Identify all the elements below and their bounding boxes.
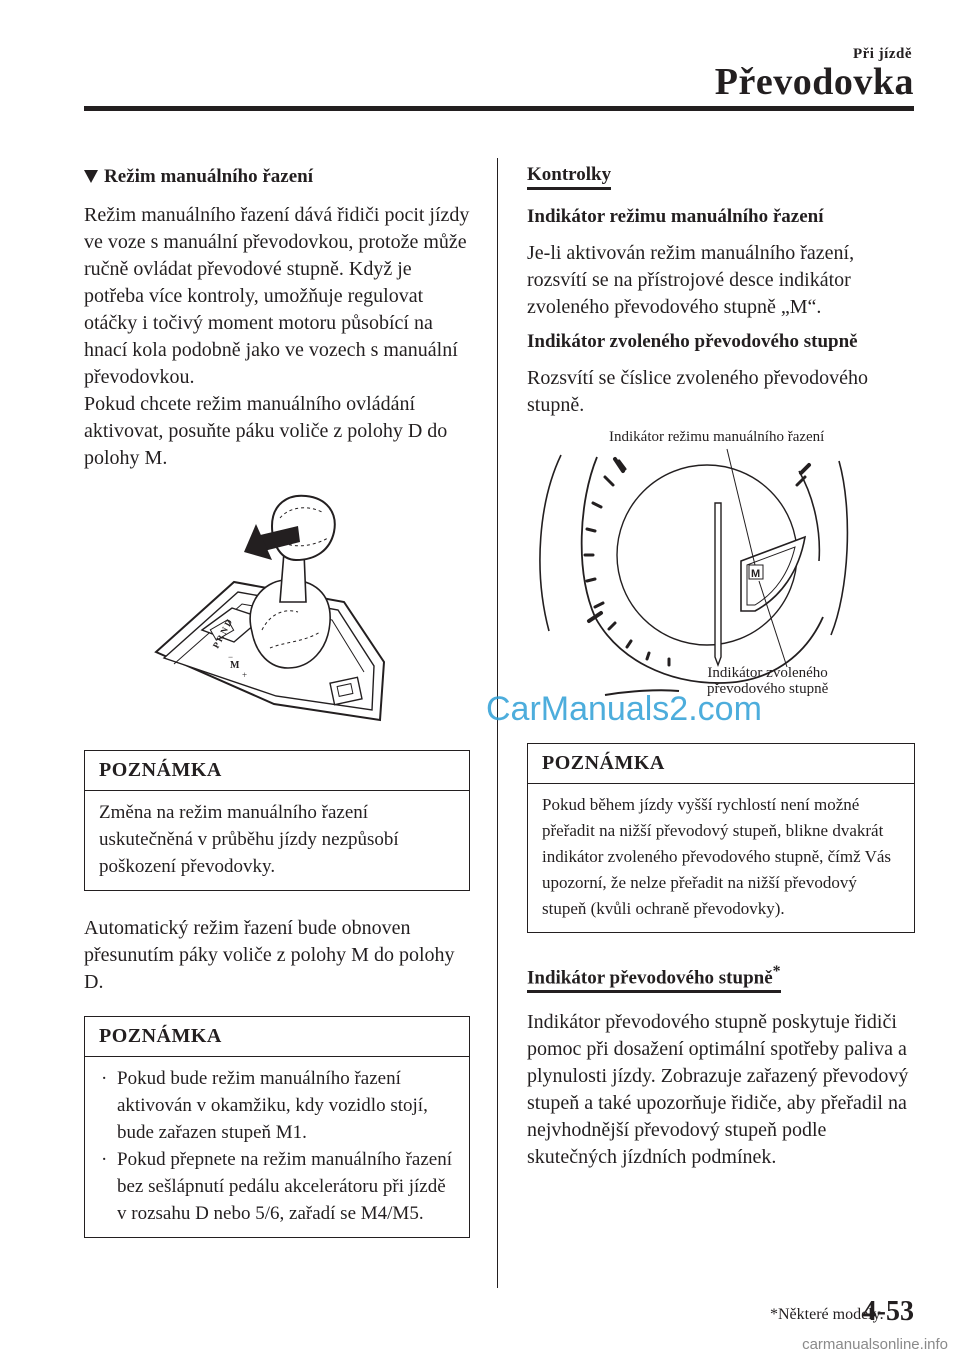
left-column [84,164,470,1262]
gear-letter-m: M [230,660,240,671]
watermark-text: CarManuals2.com [486,690,762,728]
subheading-manual-mode-indicator: Indikátor režimu manuálního řazení [527,206,824,227]
label-selected-gear-line1: Indikátor zvoleného [707,665,828,681]
paragraph-selected-gear: Rozsvítí se číslice zvoleného převodového stupně. [527,367,869,416]
paragraph-auto-restore: Automatický režim řazení bude obnoven přesunutím páky voliče z polohy M do polohy D. [84,917,455,993]
instrument-cluster-illustration [509,421,897,721]
note-title: POZNÁMKA [528,744,914,784]
gear-letter-plus: + [242,670,248,680]
note-box-3 [527,743,915,933]
shift-lever-figure [84,482,470,732]
header-subtitle: Při jízdě [852,46,912,62]
header-rule [84,106,914,111]
note-bullet-text: Pokud přepnete na režim manuálního řazení bez sešlápnutí pedálu akcelerátoru při jízdě v rozsahu D nebo 5/6, zařadí se M4/M5. [117,1149,453,1224]
paragraph-activate: Pokud chcete režim manuálního ovládání aktivovat, posuňte páku voliče z polohy D do polohy M. [84,393,448,469]
bullet-dot: · [101,1068,108,1089]
subheading-selected-gear-indicator: Indikátor zvoleného převodového stupně [527,331,858,352]
note-box-2 [84,1016,470,1238]
section-heading-indicators: Kontrolky [527,164,611,190]
page-title: Převodovka [714,61,914,103]
note-body: Změna na režim manuálního řazení uskutečněná v průběhu jízdy nezpůsobí poškození převodovky. [99,802,399,877]
note-bullet-item [99,1146,455,1227]
note-title: POZNÁMKA [85,1017,469,1057]
footnote: *Některé modely. [770,1306,884,1323]
gear-letters: P R N D [210,617,235,650]
label-selected-gear-line2: převodového stupně [707,681,829,697]
paragraph-manual-indicator: Je-li aktivován režim manuálního řazení, rozsvítí se na přístrojové desce indikátor zvoleného převodového stupně „M“. [527,242,855,318]
section-heading-gear-indicator [527,963,781,993]
note-body [85,1057,469,1237]
paragraph-manual-intro: Režim manuálního řazení dává řidiči pocit jízdy ve voze s manuální převodovkou, protože může ručně ovládat převodové stupně. Když je potřeba více kontroly, umožňuje regulovat otáčky i točivý moment motoru působící na hnací kola podobně jako ve vozech s manuální převodovkou. [84,204,470,388]
shift-lever-illustration [84,482,470,732]
page-number: 4-53 [862,1296,914,1327]
note-title: POZNÁMKA [85,751,469,791]
note-body: Pokud během jízdy vyšší rychlostí není možné přeřadit na nižší převodový stupeň, blikne dvakrát indikátor zvoleného převodového stupně, čímž Vás upozorní, že nelze přeřadit na nižší převodový stupeň (kvůli ochraně převodovky). [542,795,892,918]
footnote-marker: * [772,963,781,980]
note-bullet-text: Pokud bude režim manuálního řazení aktivován v okamžiku, kdy vozidlo stojí, bude zařazen stupeň M1. [117,1068,428,1143]
label-manual-mode-indicator: Indikátor režimu manuálního řazení [609,429,825,445]
note-box-1 [84,750,470,891]
paragraph-gear-indicator: Indikátor převodového stupně poskytuje řidiči pomoc při dosažení optimální spotřeby paliva a plynulosti jízdy. Zobrazuje zařazený převodový stupeň a také upozorňuje řidiče, aby přeřadil na nejvhodnější převodový stupeň podle skutečných jízdních podmínek. [527,1011,909,1169]
section-heading-manual-mode [84,164,470,190]
m-indicator-letter: M [751,568,761,580]
note-bullet-item [99,1065,455,1146]
triangle-icon [84,170,98,183]
footer-site-link[interactable]: carmanualsonline.info [802,1336,948,1353]
instrument-cluster-figure [509,421,897,721]
heading-gear-indicator-text: Indikátor převodového stupně [527,967,773,989]
section-heading-text: Režim manuálního řazení [104,166,313,187]
gear-letter-minus: − [228,652,234,662]
right-column [527,164,915,1179]
bullet-dot: · [101,1149,108,1170]
